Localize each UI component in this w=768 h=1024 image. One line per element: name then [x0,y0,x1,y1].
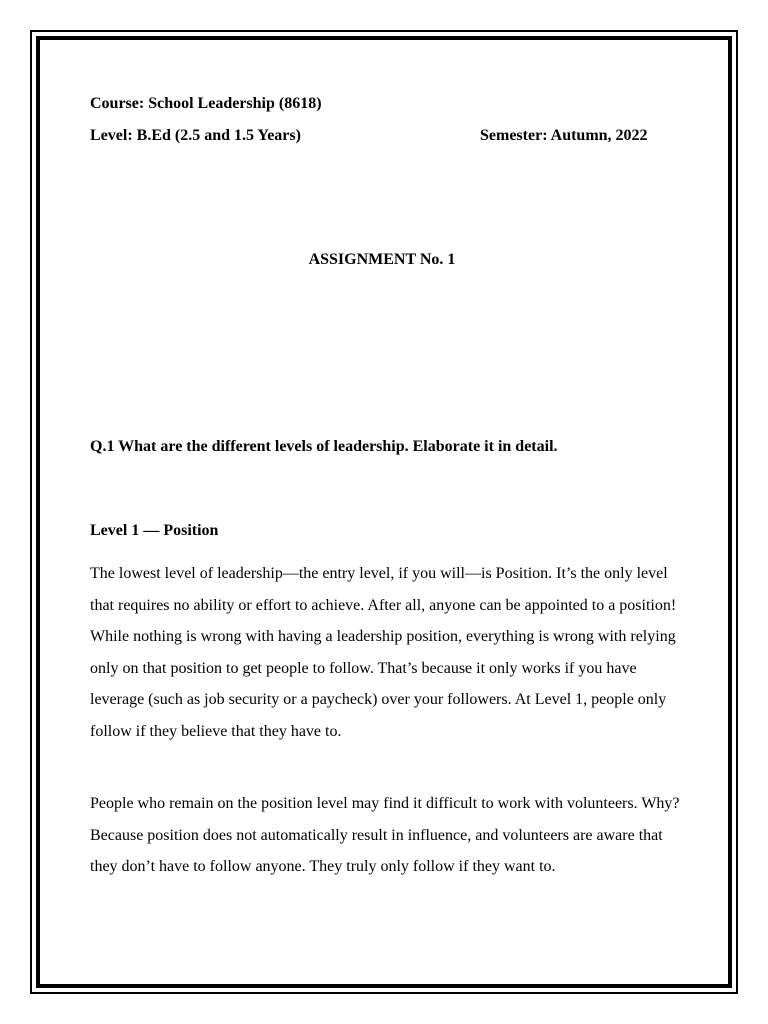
course-label: Course: School Leadership (8618) [90,95,322,112]
paragraph: People who remain on the position level may find it difficult to work with volunteers. Why? Because position does not automatically result in influence, and volunteers are aware that they don’t have to follow anyone. They truly only follow if they want to. [90,795,680,875]
assignment-title: ASSIGNMENT No. 1 [308,251,456,268]
paragraph: The lowest level of leadership—the entry level, if you will—is Position. It’s the only level that requires no ability or effort to achieve. After all, anyone can be appointed to a position! While nothing is wrong with having a leadership position, everything is wrong with relying only on that position to get people to follow. That’s because it only works if you have leverage (such as job security or a paycheck) over your followers. At Level 1, people only follow if they believe that they have to. [90,565,677,740]
question-heading: Q.1 What are the different levels of leadership. Elaborate it in detail. [90,438,558,455]
section-heading: Level 1 — Position [90,522,219,539]
semester-label: Semester: Autumn, 2022 [480,127,648,144]
level-label: Level: B.Ed (2.5 and 1.5 Years) [90,127,301,144]
